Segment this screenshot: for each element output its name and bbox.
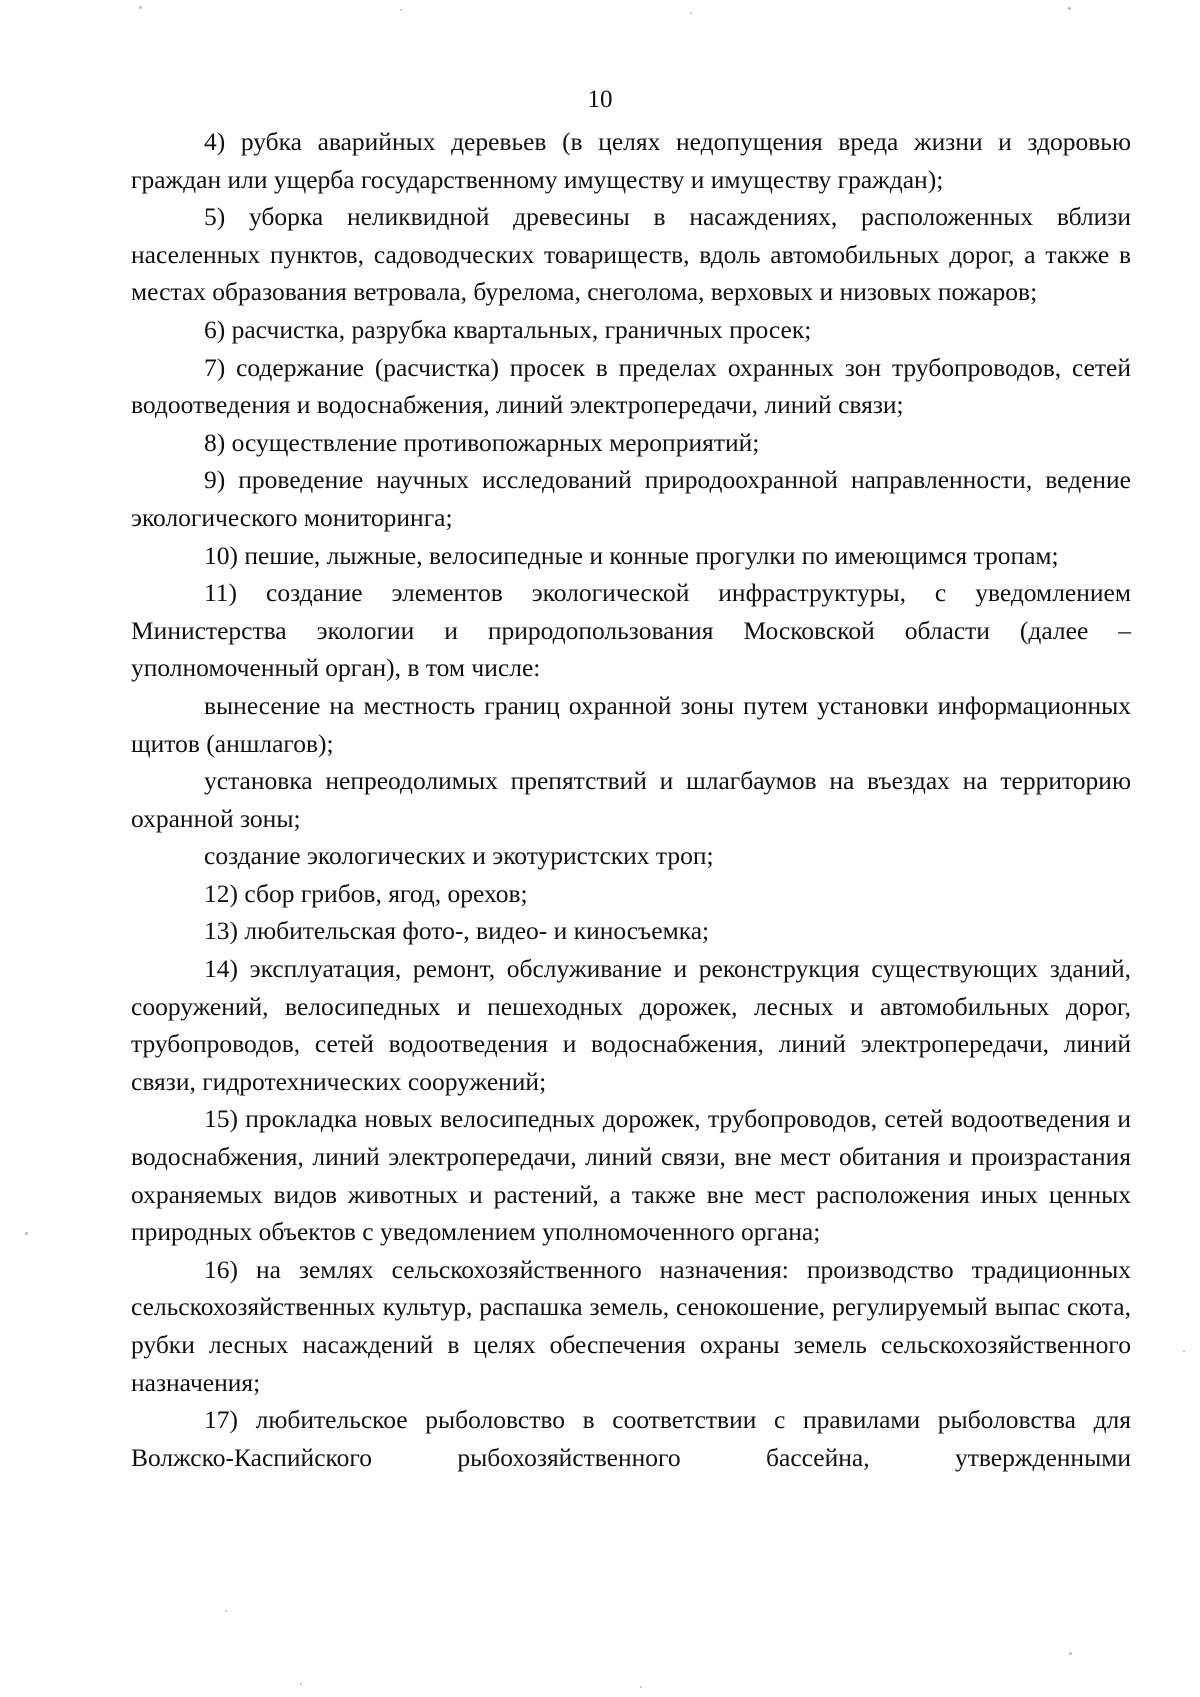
paragraph-item-7: 7) содержание (расчистка) просек в пределах охранных зон трубопроводов, сетей водоотведения и водоснабжения, линий электропередачи, линий связи; (131, 352, 1131, 420)
paragraph-item-16: 16) на землях сельскохозяйственного назначения: производство традиционных сельскохозяйственных культур, распашка земель, сенокошение, регулируемый выпас скота, рубки лесных насаждений в целях обеспечения охраны земель сельскохозяйственного назначения; (131, 1254, 1131, 1397)
paragraph-item-10: 10) пешие, лыжные, велосипедные и конные прогулки по имеющимся тропам; (204, 540, 1059, 570)
paragraph-item-11: 11) создание элементов экологической инфраструктуры, с уведомлением Министерства экологии и природопользования Московской области (далее – уполномоченный орган), в том числе: (131, 578, 1131, 683)
paragraph-item-5: 5) уборка неликвидной древесины в насаждениях, расположенных вблизи населенных пунктов, садоводческих товариществ, вдоль автомобильных дорог, а также в местах образования ветровала, бурелома, снеголома, верховых и низовых пожаров; (131, 202, 1131, 307)
scan-speck (1069, 1652, 1072, 1655)
document-body (131, 123, 1131, 1476)
scan-speck (1183, 1350, 1185, 1352)
paragraph-subitem-signs: вынесение на местность границ охранной зоны путем установки информационных щитов (аншлагов); (131, 690, 1131, 758)
scan-speck (25, 1232, 28, 1235)
paragraph-item-14: 14) эксплуатация, ремонт, обслуживание и реконструкция существующих зданий, сооружений, велосипедных и пешеходных дорожек, лесных и автомобильных дорог, трубопроводов, сетей водоотведения и водоснабжения, линий электропередачи, линий связи, гидротехнических сооружений; (131, 954, 1131, 1096)
scan-speck (300, 1683, 302, 1685)
paragraph-subitem-barriers: установка непреодолимых препятствий и шлагбаумов на въездах на территорию охранной зоны; (131, 766, 1131, 833)
paragraph-item-13: 13) любительская фото-, видео- и киносъемка; (204, 916, 710, 946)
scan-speck (225, 1610, 227, 1612)
paragraph-subitem-trails: создание экологических и экотуристских троп; (204, 841, 714, 871)
paragraph-item-15: 15) прокладка новых велосипедных дорожек, трубопроводов, сетей водоотведения и водоснабжения, линий электропередачи, линий связи, вне мест обитания и произрастания охраняемых видов животных и растений, а также вне мест расположения иных ценных природных объектов с уведомлением уполномоченного органа; (131, 1104, 1131, 1247)
paragraph-item-6: 6) расчистка, разрубка квартальных, граничных просек; (204, 314, 812, 344)
paragraph-item-12: 12) сбор грибов, ягод, орехов; (204, 878, 528, 908)
scan-speck (640, 1686, 642, 1688)
scan-speck (400, 9, 402, 11)
paragraph-item-4: 4) рубка аварийных деревьев (в целях недопущения вреда жизни и здоровью граждан или ущерба государственному имуществу и имуществу граждан); (131, 127, 1131, 194)
paragraph-item-9: 9) проведение научных исследований природоохранной направленности, ведение экологического мониторинга; (131, 465, 1131, 532)
paragraph-item-17: 17) любительское рыболовство в соответствии с правилами рыболовства для Волжско-Каспийского рыбохозяйственного бассейна, утвержденными (131, 1405, 1131, 1472)
scan-speck (139, 6, 142, 9)
page-number: 10 (587, 86, 613, 113)
scan-speck (1068, 7, 1071, 10)
scan-speck (690, 12, 692, 14)
paragraph-item-8: 8) осуществление противопожарных мероприятий; (204, 427, 760, 457)
